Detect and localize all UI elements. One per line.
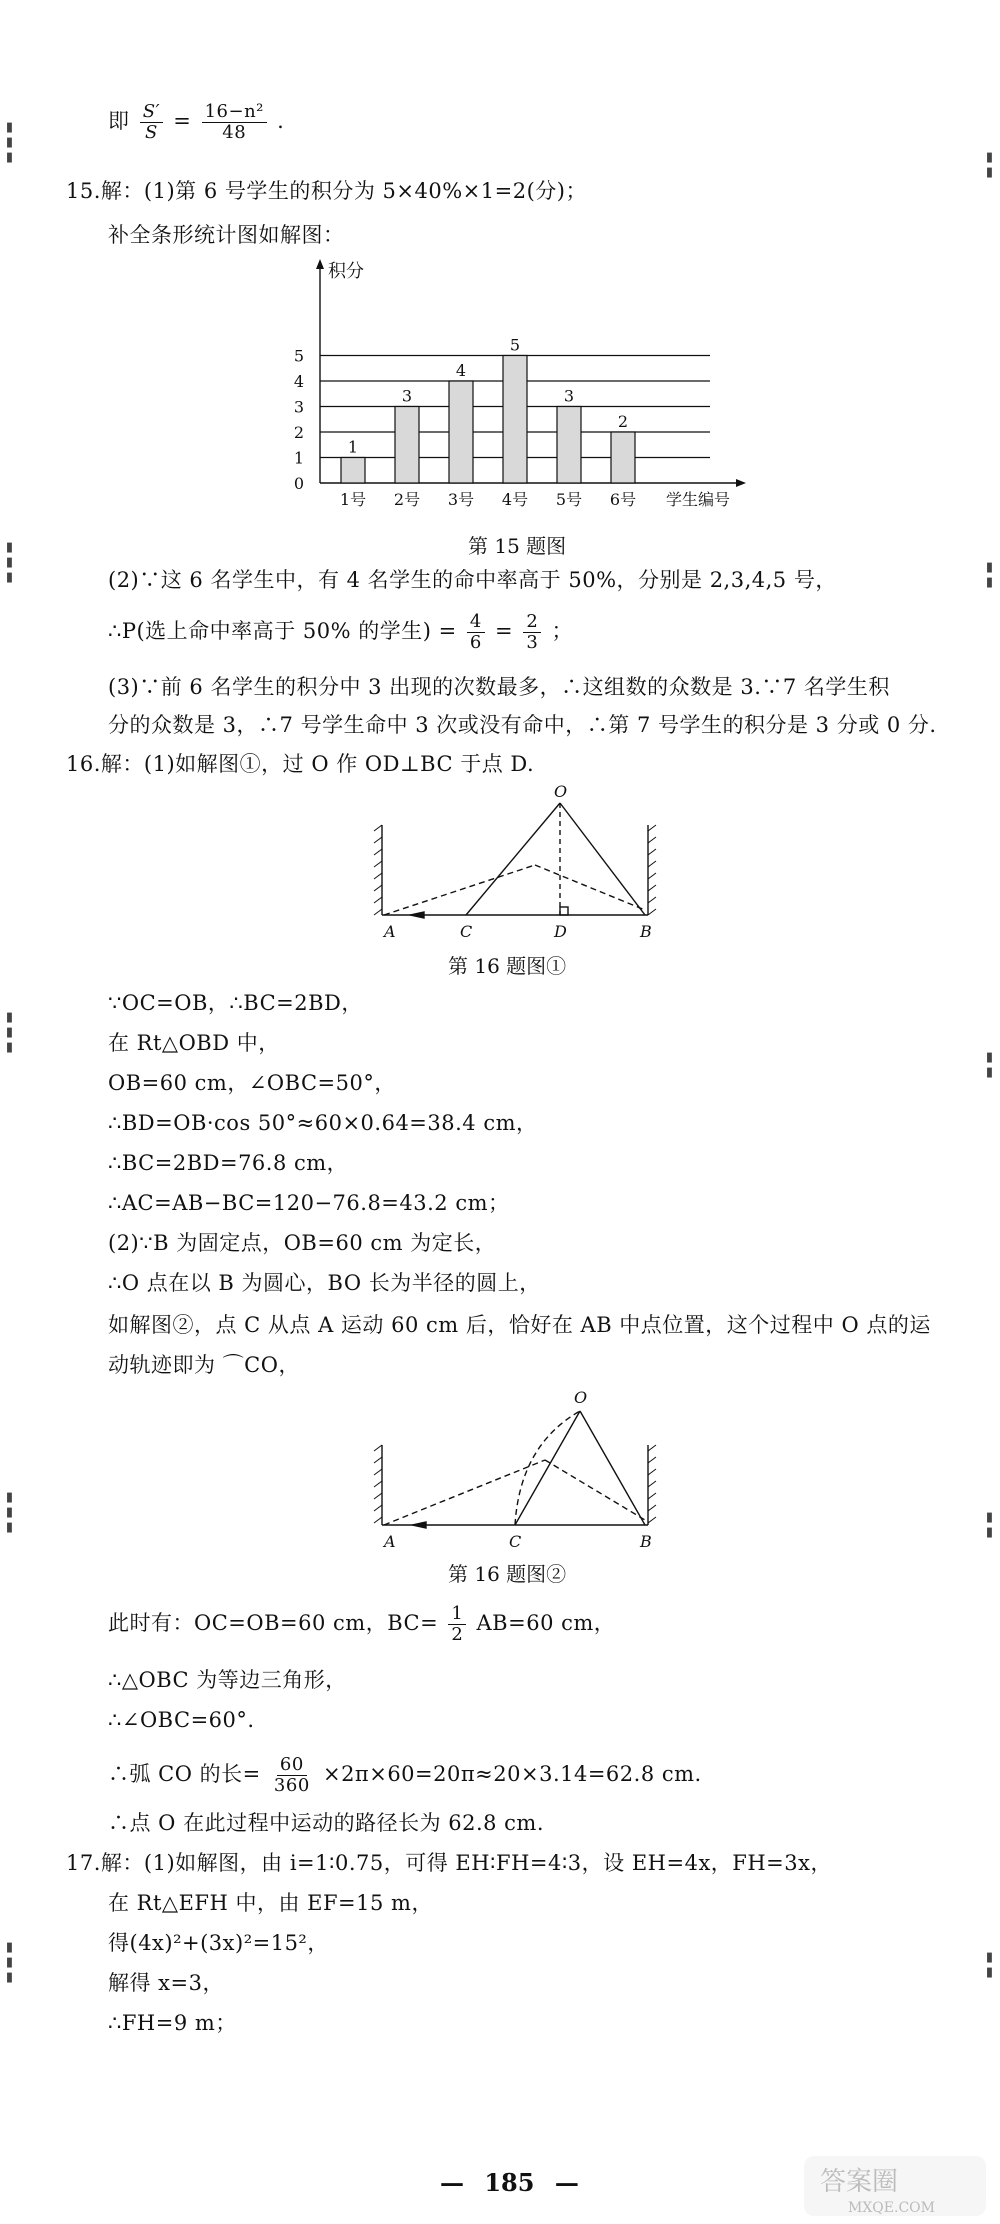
y-axis-arrow xyxy=(316,259,324,269)
bar xyxy=(611,432,635,483)
label-B: B xyxy=(640,922,652,941)
label-C: C xyxy=(509,1532,522,1551)
bar-chart-15 xyxy=(280,255,760,525)
margin-mark: ▮▮▮ xyxy=(2,540,17,585)
margin-mark: ▮▮▮ xyxy=(2,1490,17,1535)
answer-line: ∴AC=AB−BC=120−76.8=43.2 cm； xyxy=(108,1191,510,1215)
bar xyxy=(557,407,581,484)
fraction: $\frac{\text{16−n²}}{48}$ xyxy=(202,102,267,143)
x-tick-label: 1号 xyxy=(339,490,367,509)
bar xyxy=(341,458,365,484)
answer-line: 15.解：(1)第 6 号学生的积分为 5×40%×1=2(分)； xyxy=(66,179,587,203)
svg-text:MXQE.COM: MXQE.COM xyxy=(848,2200,935,2216)
answer-line: 解得 x=3， xyxy=(108,1971,224,1995)
bar xyxy=(449,381,473,483)
answer-line: (2)∵B 为固定点，OB=60 cm 为定长， xyxy=(108,1231,497,1255)
text: 即 xyxy=(108,109,130,133)
formula-line: 此时有：OC=OB=60 cm，BC= $\frac{1}{2}$ AB=60 cm， xyxy=(108,1603,616,1645)
answer-line: 补全条形统计图如解图： xyxy=(108,223,345,247)
answer-line: OB=60 cm，∠OBC=50°， xyxy=(108,1071,396,1095)
fraction: $\frac{S'}{S}$ xyxy=(140,102,163,143)
label-A: A xyxy=(384,1532,396,1551)
label-D: D xyxy=(554,922,567,941)
y-tick-label: 2 xyxy=(293,423,304,442)
answer-line: 动轨迹即为 ⌒CO， xyxy=(108,1353,300,1377)
margin-mark: ▮▮ xyxy=(982,560,997,590)
figure-caption: 第 16 题图② xyxy=(448,1562,567,1586)
data-label: 5 xyxy=(509,335,521,355)
answer-line: ∴FH=9 m； xyxy=(108,2011,237,2035)
margin-mark: ▮▮ xyxy=(982,1510,997,1540)
x-tick-label: 3号 xyxy=(447,490,475,509)
bar xyxy=(395,407,419,484)
data-label: 3 xyxy=(401,386,413,406)
x-tick-label: 6号 xyxy=(609,490,637,509)
x-axis-arrow xyxy=(736,479,746,487)
data-label: 3 xyxy=(563,386,575,406)
x-axis-label: 学生编号 xyxy=(666,490,731,509)
answer-line: ∴O 点在以 B 为圆心，BO 长为半径的圆上， xyxy=(108,1271,541,1295)
y-axis-label: 积分 xyxy=(328,261,364,282)
bar xyxy=(503,356,527,484)
answer-line: 分的众数是 3，∴7 号学生命中 3 次或没有命中，∴第 7 号学生的积分是 3 分或 0 分. xyxy=(108,713,937,737)
answer-line: 如解图②，点 C 从点 A 运动 60 cm 后，恰好在 AB 中点位置，这个过程中 O 点的运 xyxy=(108,1313,931,1337)
answer-line: ∴BC=2BD=76.8 cm， xyxy=(108,1151,349,1175)
svg-text:答案圈: 答案圈 xyxy=(820,2167,899,2197)
answer-line: 得(4x)²+(3x)²=15²， xyxy=(108,1931,329,1955)
x-tick-label: 2号 xyxy=(393,490,421,509)
label-B: B xyxy=(640,1532,652,1551)
answer-line: ∵OC=OB，∴BC=2BD， xyxy=(108,991,363,1015)
answer-line: 17.解：(1)如解图，由 i=1∶0.75，可得 EH∶FH=4∶3，设 EH=4x，FH=3x， xyxy=(66,1851,832,1875)
answer-line: 在 Rt△EFH 中，由 EF=15 m， xyxy=(108,1891,433,1915)
y-tick-label: 5 xyxy=(293,346,304,366)
data-label: 2 xyxy=(617,412,629,431)
answer-line: 在 Rt△OBD 中， xyxy=(108,1031,280,1055)
data-label: 4 xyxy=(455,361,467,380)
answer-line: (2)∵这 6 名学生中，有 4 名学生的命中率高于 50%，分别是 2,3,4,5 号， xyxy=(108,568,837,592)
formula-line: 即 $\frac{S'}{S}$ = $\frac{\text{16−n²}}{48}$ . xyxy=(108,101,285,143)
formula-line: ∴弧 CO 的长= $\frac{60}{360}$ ×2π×60=20π≈20×3.14=62.8 cm. xyxy=(108,1754,702,1796)
x-tick-label: 4号 xyxy=(501,490,529,509)
answer-line: ∴点 O 在此过程中运动的路径长为 62.8 cm. xyxy=(108,1811,545,1835)
fraction: $\frac{1}{2}$ xyxy=(448,1604,466,1645)
fraction: $\frac{4}{6}$ xyxy=(467,612,485,653)
geometry-diagram-16-1 xyxy=(370,785,660,945)
y-tick-label: 0 xyxy=(293,474,304,493)
y-tick-label: 1 xyxy=(293,448,304,468)
margin-mark: ▮▮▮ xyxy=(2,1010,17,1055)
y-tick-label: 4 xyxy=(293,372,304,391)
figure-caption: 第 15 题图 xyxy=(468,534,567,558)
label-O: O xyxy=(574,1388,588,1407)
fraction: $\frac{60}{360}$ xyxy=(273,1754,310,1796)
figure-caption: 第 16 题图① xyxy=(448,954,567,978)
formula-line: ∴P(选上命中率高于 50% 的学生) = $\frac{4}{6}$ = $\frac{2}{3}$ ； xyxy=(108,611,573,653)
answer-line: 16.解：(1)如解图①，过 O 作 OD⊥BC 于点 D. xyxy=(66,752,535,776)
answer-line: ∴∠OBC=60°. xyxy=(108,1708,255,1732)
geometry-diagram-16-2 xyxy=(370,1385,660,1555)
margin-mark: ▮▮▮ xyxy=(2,1940,17,1985)
label-C: C xyxy=(460,922,473,941)
page-number: — 185 — xyxy=(440,2168,579,2197)
margin-mark: ▮▮ xyxy=(982,1050,997,1080)
margin-mark: ▮▮ xyxy=(982,150,997,180)
x-tick-label: 5号 xyxy=(555,490,583,509)
margin-mark: ▮▮▮ xyxy=(2,120,17,165)
fraction: $\frac{2}{3}$ xyxy=(523,612,541,653)
data-label: 1 xyxy=(347,437,359,457)
answer-line: (3)∵前 6 名学生的积分中 3 出现的次数最多，∴这组数的众数是 3.∵7 名学生积 xyxy=(108,675,890,699)
margin-mark: ▮▮ xyxy=(982,1950,997,1980)
label-A: A xyxy=(384,922,396,941)
watermark-logo xyxy=(800,2150,990,2220)
label-O: O xyxy=(554,785,568,801)
answer-line: ∴△OBC 为等边三角形， xyxy=(108,1668,347,1692)
answer-line: ∴BD=OB·cos 50°≈60×0.64=38.4 cm， xyxy=(108,1111,538,1135)
y-tick-label: 3 xyxy=(293,397,304,417)
